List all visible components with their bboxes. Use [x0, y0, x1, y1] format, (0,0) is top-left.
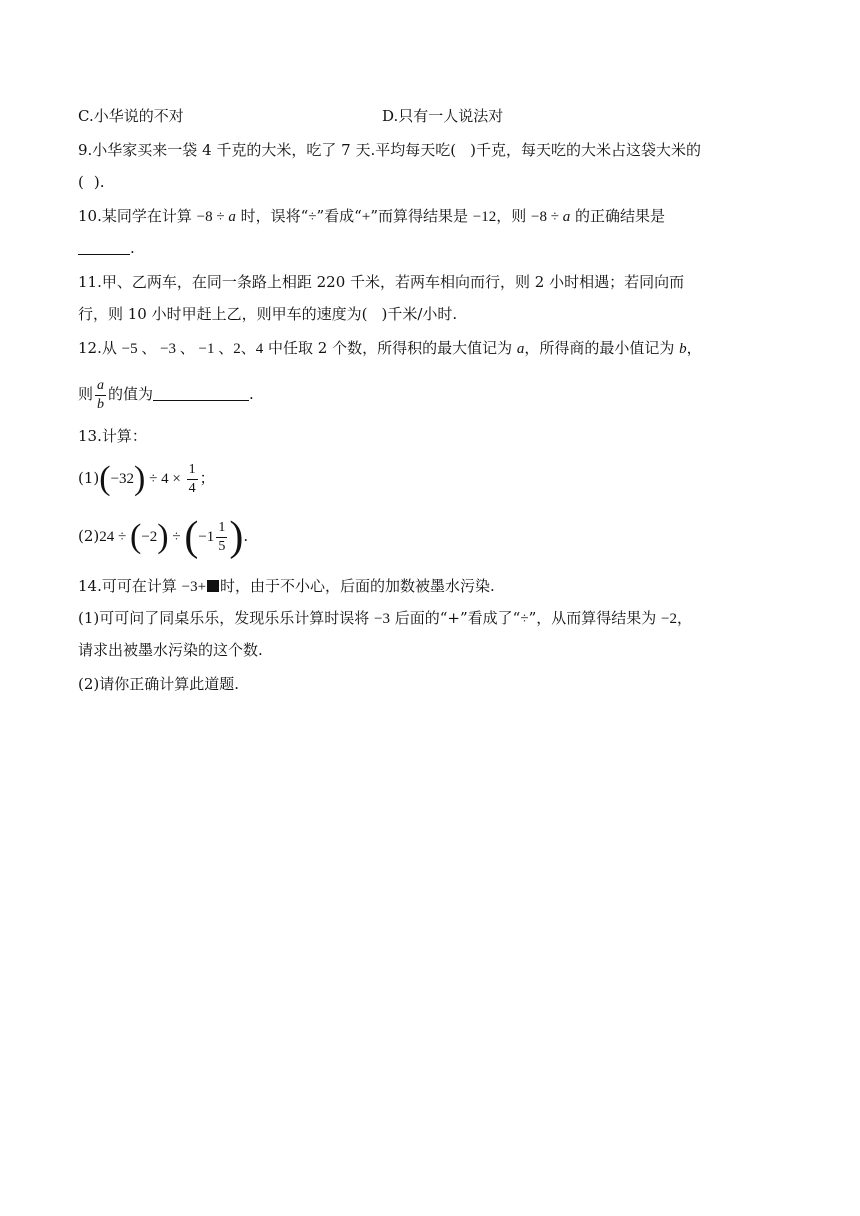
- question-9-line-1: 9.小华家买来一袋 4 千克的大米，吃了 7 天.平均每天吃( )千克，每天吃的大米占这袋大米的: [78, 141, 701, 159]
- answer-blank: [153, 400, 249, 401]
- question-10-line-2: .: [78, 238, 135, 258]
- ink-blot-square-icon: [207, 580, 219, 592]
- question-13-part-2: (2)24 ÷ (−2) ÷ (−1 $\frac{1}{5}$ ).: [78, 514, 249, 560]
- question-9-line-2: ( ).: [78, 173, 105, 191]
- question-13-part-1: (1)(−32) ÷ 4 × $\frac{1}{4}$ ；: [78, 460, 215, 497]
- q8-option-d-line: [382, 106, 503, 126]
- question-11-line-2: 行，则 10 小时甲赶上乙，则甲车的速度为( )千米/小时.: [78, 305, 458, 323]
- fraction-one-fifth: $\frac{1}{5}$: [218, 519, 226, 554]
- question-14-line-1: 14.可可在计算 −3+ 时，由于不小心，后面的加数被墨水污染.: [78, 577, 495, 595]
- question-12-line-2: 则 $\frac{a}{b}$ 的值为 .: [78, 377, 254, 412]
- question-13-title: 13.计算：: [78, 427, 147, 445]
- option-d: D.只有一人说法对: [382, 107, 504, 125]
- fraction-one-quarter: $\frac{1}{4}$: [188, 461, 196, 496]
- question-14-part-1-line-2: 请求出被墨水污染的这个数.: [78, 641, 263, 659]
- q8-options: [78, 106, 184, 126]
- fraction-a-over-b: $\frac{a}{b}$: [97, 377, 105, 412]
- question-11-line-1: 11.甲、乙两车，在同一条路上相距 220 千米，若两车相向而行，则 2 小时相遇；若同向而: [78, 273, 685, 291]
- question-12-line-1: 12.从 −5 、 −3 、 −1 、2、4 中任取 2 个数，所得积的最大值记为 a，所得商的最小值记为 b，: [78, 339, 702, 357]
- option-c: C.小华说的不对: [78, 107, 184, 125]
- question-14-part-1-line-1: (1)可可问了同桌乐乐，发现乐乐计算时误将 −3 后面的“+”看成了“÷”，从而算得结果为 −2，: [78, 609, 692, 627]
- question-14-part-2: (2)请你正确计算此道题.: [78, 675, 240, 693]
- question-10-line-1: 10.某同学在计算 −8 ÷ a 时，误将“÷”看成“+”而算得结果是 −12，则 −8 ÷ a 的正确结果是: [78, 207, 665, 225]
- answer-blank: [78, 254, 130, 255]
